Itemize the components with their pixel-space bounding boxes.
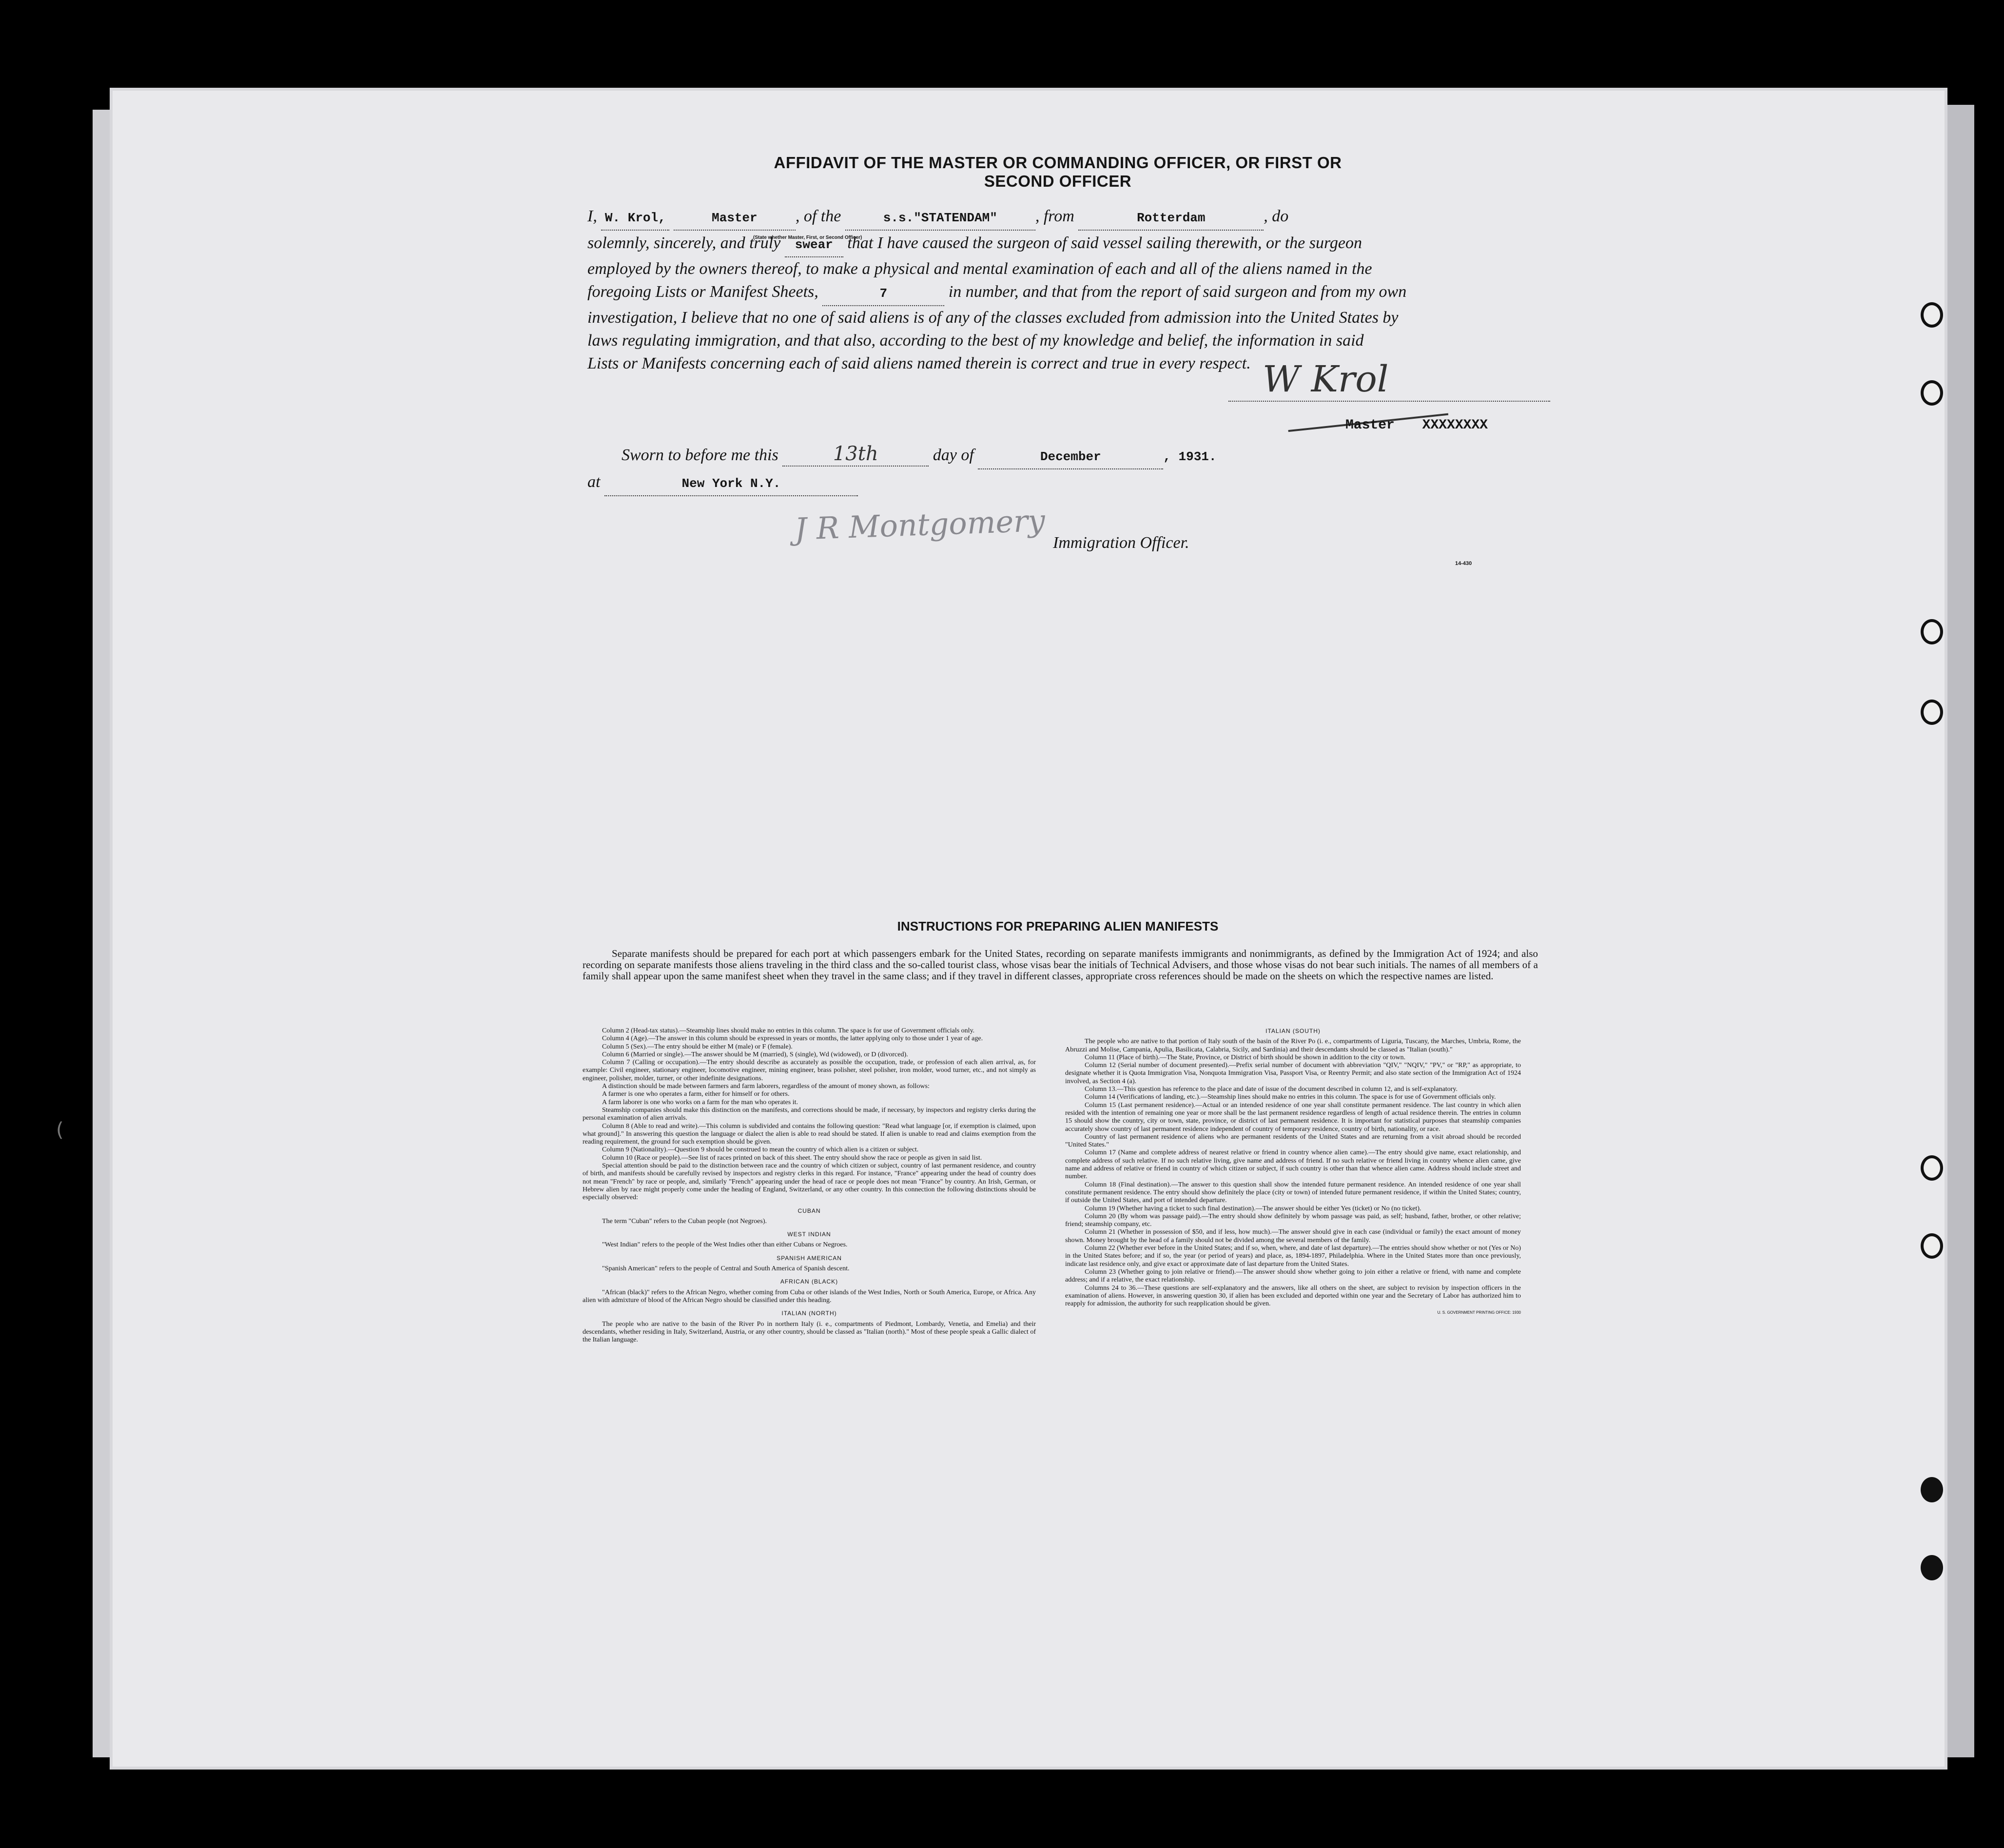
affidavit-line-3: employed by the owners thereof, to make a physical and mental examination of each and all of the aliens named in the xyxy=(587,260,1372,278)
instruction-para: Column 6 (Married or single).—The answer should be M (married), S (single), Wd (widowed), or D (divorced). xyxy=(602,1050,908,1058)
instruction-para: Special attention should be paid to the distinction between race and the country of which citizen or subject, country of last permanent residence, and country of birth, and manifests should be carefully revised by inspectors and registry clerks in this regard. For instance, "France" appearing under the head of country does not mean "French" by race or people, and, similarly "French" appearing under the head of race or people does not mean "France" by country. An Irish, German, or Hebrew alien by race might properly come under the heading of England, Switzerland, or any other country. In this connection the following distinctions should be especially observed: xyxy=(583,1162,1036,1202)
oath-field: swear xyxy=(785,233,843,257)
instructions-title: INSTRUCTIONS FOR PREPARING ALIEN MANIFESTS xyxy=(897,919,1219,934)
affidavit-line-6: laws regulating immigration, and that also, according to the best of my knowledge and belief, the information in said xyxy=(587,331,1364,350)
affidavit-line-7: Lists or Manifests concerning each of said aliens named therein is correct and true in every respect. xyxy=(587,354,1251,372)
instruction-para: Column 19 (Whether having a ticket to such final destination).—The answer should be either Yes (ticket) or No (no ticket). xyxy=(1085,1205,1421,1212)
clip-mark-icon: ( xyxy=(56,1119,64,1141)
instructions-left-column xyxy=(583,1027,1036,1344)
signer-title xyxy=(1345,418,1488,433)
text-solemnly: solemnly, sincerely, and truly xyxy=(587,234,781,252)
place-field: New York N.Y. xyxy=(604,472,858,496)
heading-spanish-american: SPANISH AMERICAN xyxy=(777,1254,842,1262)
instruction-para: Columns 24 to 36.—These questions are self-explanatory and the answers, like all others on the sheet, are subject to revision by inspection officers in the examination of aliens. However, in answering question 30, if alien has been excluded and deported within one year and the Secretary of Labor has authorized him to reapply for admission, the authority for such reapplication should be given. xyxy=(1065,1284,1521,1308)
instructions-right-column xyxy=(1065,1027,1521,1317)
master-signature: W Krol xyxy=(1263,358,1389,400)
instruction-para: Column 7 (Calling or occupation).—The entry should describe as accurately as possible the occupation, trade, or profession of each alien arrival, as, for example: Civil engineer, stationary engineer, locomotive engineer, mining engineer, brass polisher, steel polisher, iron molder, wood turner, etc., and not simply as engineer, polisher, molder, turner, or other indefinite designations. xyxy=(583,1059,1036,1082)
instruction-para: The term "Cuban" refers to the Cuban people (not Negroes). xyxy=(602,1217,767,1225)
instruction-para: Column 4 (Age).—The answer in this column should be expressed in years or months, the latter applying only to those under 1 year of age. xyxy=(602,1035,983,1043)
heading-italian-south: ITALIAN (SOUTH) xyxy=(1265,1028,1321,1034)
rank-note: (State whether Master, First, or Second Officer) xyxy=(753,235,862,240)
instruction-para: Column 22 (Whether ever before in the United States; and if so, when, where, and date of last departure).—The entries should show whether or not (Yes or No) in the United States before; and if so, the year (or period of years) and place, as, 1894-1897, Philadelphia. Where in the United States more than once previously, indicate last residence only, and give exact or approximate date of last departure from the United States. xyxy=(1065,1245,1521,1268)
heading-african: AFRICAN (BLACK) xyxy=(780,1278,838,1285)
instruction-para: The people who are native to the basin of the River Po in northern Italy (i. e., compartments of Piedmont, Lombardy, Venetia, and Emelia) and their descendants, whether residing in Italy, Switzerland, Austria, or any other country, should be classed as "Italian (north)." Most of these people speak a Gallic dialect of the Italian language. xyxy=(583,1320,1036,1344)
affidavit-title: AFFIDAVIT OF THE MASTER OR COMMANDING OFFICER, OR FIRST OR SECOND OFFICER xyxy=(774,154,1342,190)
instructions-intro: Separate manifests should be prepared for each port at which passengers embark for the United States, recording on separate manifests immigrants and nonimmigrants, as defined by the Immigration Act of 1924; and also recording on separate manifests those aliens traveling in the third class and the so-called tourist class, whose visas bear the initials of Technical Advisers, and those whose visas do not bear such initials. The names of all members of a family shall appear upon the same manifest sheet when they travel in the same class; and if they travel in different classes, appropriate cross references should be made on the sheets on which the respective names are listed. xyxy=(583,948,1538,982)
binder-hole-icon xyxy=(1921,700,1943,725)
year-field: , 1931. xyxy=(1163,449,1217,464)
heading-cuban: CUBAN xyxy=(798,1207,821,1214)
text-line-4a: foregoing Lists or Manifest Sheets, xyxy=(587,283,818,301)
printer-imprint: U. S. GOVERNMENT PRINTING OFFICE: 1930 xyxy=(1437,1310,1521,1315)
sheet-count-field: 7 xyxy=(822,282,944,306)
struck-out-title: XXXXXXXX xyxy=(1422,418,1488,433)
instruction-para: Column 13.—This question has reference to the place and date of issue of the document described in column 12, and is self-explanatory. xyxy=(1085,1086,1458,1093)
binder-hole-icon xyxy=(1921,619,1943,644)
binder-hole-icon xyxy=(1921,1155,1943,1181)
text-at: at xyxy=(587,473,601,491)
instruction-para: Column 15 (Last permanent residence).—Actual or an intended residence of one year shall constitute permanent residence. The last country in which alien resided with the intention of remaining one year or more shall be the last permanent residence regardless of length of actual residence therein. The entries in column 15 should show the country, city or town, state, province, or district of last permanent residence. It is important for statistical purposes that steamship companies accurately show country of last permanent residence independent of country of temporary residence, country of birth, nationality, or race. xyxy=(1065,1101,1521,1133)
heading-west-indian: WEST INDIAN xyxy=(787,1231,831,1238)
text-do: , do xyxy=(1264,207,1289,225)
place-line xyxy=(587,470,1026,496)
text-i: I, xyxy=(587,207,597,225)
instruction-para: Column 18 (Final destination).—The answer to this question shall show the intended future permanent residence. An intended residence of one year shall constitute permanent residence. The entry should show definitely the place (city or town) of intended future permanent residence, if within the United States; country, if outside the United States, and port of intended departure. xyxy=(1065,1181,1521,1205)
signer-title-text: Master xyxy=(1345,418,1395,433)
form-number: 14-430 xyxy=(1455,561,1472,566)
instruction-para: The people who are native to that portion of Italy south of the basin of the River Po (i. e., compartments of Liguria, Tuscany, the Marches, Umbria, Rome, the Abruzzi and Molise, Campania, Apulia, Basilicata, Calabria, Sicily, and Sardinia) and their descendants should be classed as "Italian (south)." xyxy=(1065,1038,1521,1053)
instruction-para: A distinction should be made between farmers and farm laborers, regardless of the amount of money shown, as follows: xyxy=(602,1083,930,1090)
officer-signature: J R Montgomery xyxy=(794,503,1046,547)
text-from: , from xyxy=(1035,207,1074,225)
instruction-para: Column 12 (Serial number of document presented).—Prefix serial number of document with abbreviation "QIV," "NQIV," "PV," or "RP," as appropriate, to designate whether it is Quota Immigration Visa, Nonquota Immigration Visa, Passport Visa, or Reentry Permit; and also state section of the Immigration Act of 1924 involved, as Section 4 (a). xyxy=(1065,1062,1521,1085)
instruction-para: Column 9 (Nationality).—Question 9 should be construed to mean the country of which alien is a citizen or subject. xyxy=(602,1146,919,1154)
text-of-the: , of the xyxy=(795,207,841,225)
binder-hole-icon xyxy=(1921,380,1943,406)
instruction-para: Column 2 (Head-tax status).—Steamship lines should make no entries in this column. The space is for use of Government officials only. xyxy=(602,1027,975,1034)
affidavit-line-1 xyxy=(587,205,1538,231)
binder-hole-icon xyxy=(1921,1233,1943,1259)
instruction-para: Column 20 (By whom was passage paid).—The entry should show definitely by whom passage was paid, as self; husband, father, brother, or other relative; friend; steamship company, etc. xyxy=(1065,1212,1521,1228)
page-edge-left xyxy=(93,110,112,1757)
officer-title: Immigration Officer. xyxy=(1053,534,1189,552)
port-field: Rotterdam xyxy=(1078,207,1264,231)
affidavit-text xyxy=(587,205,1538,375)
instruction-para: "West Indian" refers to the people of the West Indies other than either Cubans or Negroes. xyxy=(602,1241,848,1249)
instruction-para: Column 8 (Able to read and write).—This column is subdivided and contains the following question: "Read what language [or, if exemption is claimed, upon what ground]." In answering this question the language or dialect the alien is able to read should be stated. If alien is unable to read and claims exemption from the reading requirement, the ground for such exemption should be given. xyxy=(583,1122,1036,1146)
master-name-field: W. Krol, xyxy=(601,207,669,231)
instruction-para: "African (black)" refers to the African Negro, whether coming from Cuba or other islands of the West Indies, North or South America, Europe, or Africa. Any alien with admixture of blood of the African Negro should be classified under this heading. xyxy=(583,1288,1036,1304)
instruction-para: Column 5 (Sex).—The entry should be either M (male) or F (female). xyxy=(602,1043,793,1050)
text-day-of: day of xyxy=(933,446,974,464)
instruction-para: Column 21 (Whether in possession of $50, and if less, how much).—The answer should give in each case (individual or family) the exact amount of money shown. Money brought by the head of a family should not be divided among the several members of the family. xyxy=(1065,1228,1521,1244)
instruction-para: Column 14 (Verifications of landing, etc.).—Steamship lines should make no entries in this column. The space is for use of Government officials only. xyxy=(1085,1093,1496,1101)
page-edge-right xyxy=(1945,105,1974,1757)
affidavit-line-2 xyxy=(587,232,1538,257)
ship-name-field: s.s."STATENDAM" xyxy=(845,207,1035,231)
instruction-para: Column 11 (Place of birth).—The State, Province, or District of birth should be shown in addition to the city or town. xyxy=(1085,1053,1406,1061)
rank-field: Master xyxy=(674,207,796,231)
instruction-para: Country of last permanent residence of aliens who are permanent residents of the United States and are returning from a visit abroad should be recorded "United States." xyxy=(1065,1133,1521,1149)
text-sworn: Sworn to before me this xyxy=(622,446,778,464)
signature-line xyxy=(1228,401,1550,402)
instruction-para: "Spanish American" refers to the people of Central and South America of Spanish descent. xyxy=(602,1265,850,1273)
binder-hole-icon xyxy=(1921,1555,1943,1580)
binder-hole-icon xyxy=(1921,1477,1943,1502)
instruction-para: A farmer is one who operates a farm, either for himself or for others. xyxy=(602,1090,790,1098)
text-line-4b: in number, and that from the report of said surgeon and from my own xyxy=(948,283,1407,301)
binder-hole-icon xyxy=(1921,302,1943,328)
affidavit-line-4 xyxy=(587,280,1538,306)
instruction-para: Column 17 (Name and complete address of nearest relative or friend in country whence alien came).—The entry should give name, exact relationship, and complete address of such relative. If no such relative living, give name and address of friend. If no such relative or friend living in country whence alien came, give name and address of relative or friend in country of which citizen or subject, if such country is other than that whence alien came. Address should include street and number. xyxy=(1065,1149,1521,1181)
instruction-para: Column 23 (Whether going to join relative or friend).—The answer should show whether going to join either a relative or friend, with name and complete address; and if a relative, the exact relationship. xyxy=(1065,1268,1521,1284)
day-field: 13th xyxy=(782,443,929,467)
sworn-line xyxy=(622,443,1304,469)
heading-italian-north: ITALIAN (NORTH) xyxy=(781,1310,837,1317)
affidavit-line-5: investigation, I believe that no one of said aliens is of any of the classes excluded from admission into the United States by xyxy=(587,309,1399,327)
instruction-para: Column 10 (Race or people).—See list of races printed on back of this sheet. The entry should show the race or people as given in said list. xyxy=(602,1154,982,1162)
month-field: December xyxy=(978,446,1163,469)
text-body-1: that I have caused the surgeon of said vessel sailing therewith, or the surgeon xyxy=(847,234,1362,252)
instruction-para: A farm laborer is one who works on a farm for the man who operates it. xyxy=(602,1098,798,1106)
instruction-para: Steamship companies should make this distinction on the manifests, and corrections should be made, if necessary, by inspectors and registry clerks during the personal examination of alien arrivals. xyxy=(583,1106,1036,1122)
